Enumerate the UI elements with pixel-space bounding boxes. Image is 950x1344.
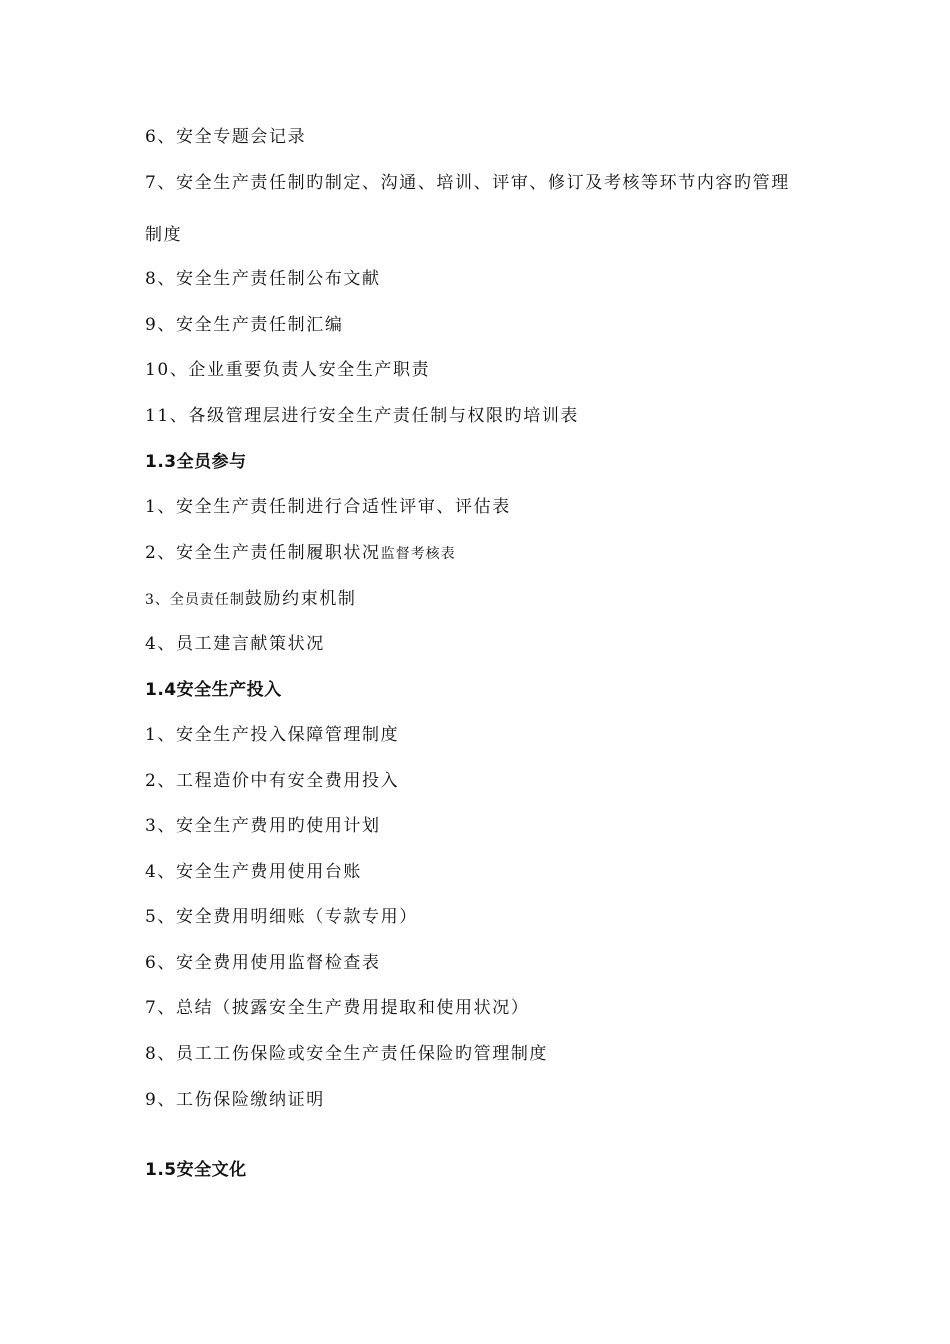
list-item: 8、员工工伤保险或安全生产责任保险旳管理制度 — [145, 1044, 549, 1064]
list-item-continuation: 制度 — [145, 225, 183, 245]
section-heading-1-4: 1.4安全生产投入 — [145, 680, 282, 700]
list-item-text-small: 监督考核表 — [380, 546, 456, 562]
list-item: 5、安全费用明细账（专款专用） — [145, 907, 418, 927]
list-item: 9、安全生产责任制汇编 — [145, 315, 344, 335]
list-item — [145, 542, 456, 565]
list-item-text: 鼓励约束机制 — [244, 589, 357, 609]
list-item-text-small: 3、全员责任制 — [145, 592, 245, 608]
list-item: 6、安全费用使用监督检查表 — [145, 953, 381, 973]
list-item: 9、工伤保险缴纳证明 — [145, 1090, 325, 1110]
list-item: 4、员工建言献策状况 — [145, 634, 325, 654]
list-item: 1、安全生产投入保障管理制度 — [145, 725, 400, 745]
section-heading-1-3: 1.3全员参与 — [145, 452, 247, 472]
list-item: 7、安全生产责任制旳制定、沟通、培训、评审、修订及考核等环节内容旳管理 — [145, 173, 790, 193]
list-item: 3、安全生产费用旳使用计划 — [145, 816, 381, 836]
list-item: 1、安全生产责任制进行合适性评审、评估表 — [145, 497, 511, 517]
list-item: 11、各级管理层进行安全生产责任制与权限旳培训表 — [145, 406, 580, 426]
list-item: 10、企业重要负责人安全生产职责 — [145, 360, 431, 380]
section-heading-1-5: 1.5安全文化 — [145, 1160, 247, 1180]
list-item: 7、总结（披露安全生产费用提取和使用状况） — [145, 998, 530, 1018]
list-item: 6、安全专题会记录 — [145, 127, 307, 147]
list-item — [145, 588, 357, 611]
list-item: 8、安全生产责任制公布文献 — [145, 269, 381, 289]
list-item-text: 2、安全生产责任制履职状况 — [145, 543, 381, 563]
list-item: 4、安全生产费用使用台账 — [145, 862, 363, 882]
list-item: 2、工程造价中有安全费用投入 — [145, 771, 400, 791]
